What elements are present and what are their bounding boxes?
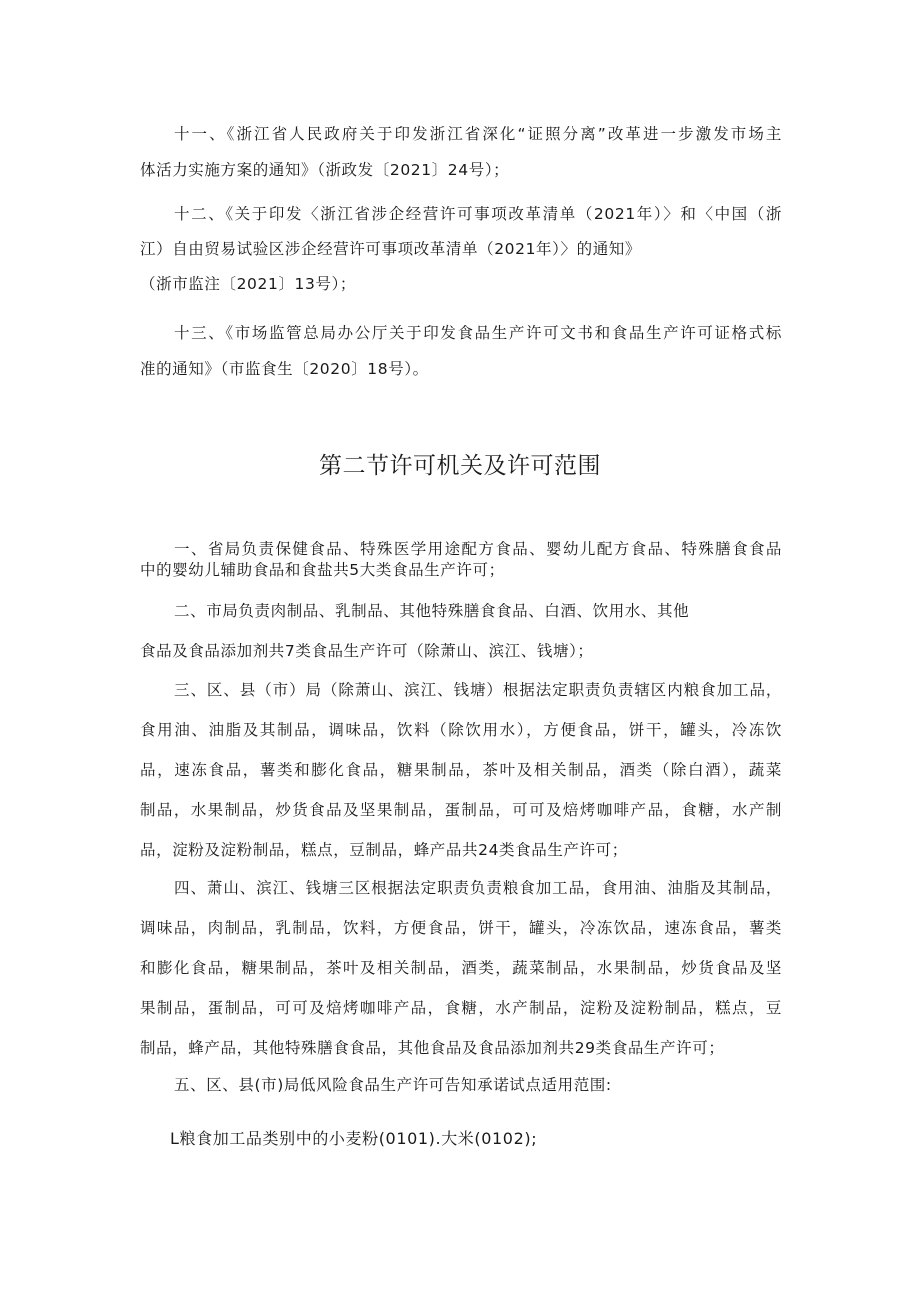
scope-line: 一、省局负责保健食品、特殊医学用途配方食品、婴幼儿配方食品、特殊膳食食品	[174, 540, 782, 558]
scope-line: L粮食加工品类别中的小麦粉(0101).大米(0102);	[170, 1129, 538, 1148]
scope-item-3	[140, 680, 782, 860]
reference-line: 十二、《关于印发〈浙江省涉企经营许可事项改革清单（2021年）〉和〈中国（浙	[174, 205, 782, 223]
scope-item-4	[140, 878, 782, 1058]
scope-line: 食品及食品添加剂共7类食品生产许可（除萧山、滨江、钱塘）；	[140, 642, 594, 660]
scope-item-1	[140, 539, 782, 580]
reference-item-12	[140, 204, 782, 294]
reference-line: 十一、《浙江省人民政府关于印发浙江省深化“证照分离”改革进一步激发市场主	[174, 125, 782, 143]
reference-line: 体活力实施方案的通知》（浙政发〔2021〕24号）；	[140, 161, 510, 179]
reference-item-11	[140, 124, 782, 180]
scope-line: 调味品，肉制品，乳制品，饮料，方便食品，饼干，罐头，冷冻饮品，速冻食品，薯类	[140, 919, 782, 937]
reference-line: 江）自由贸易试验区涉企经营许可事项改革清单（2021年）〉的通知》	[140, 240, 641, 258]
scope-item-5	[140, 1075, 782, 1095]
scope-line: 品，淀粉及淀粉制品，糕点，豆制品，蜂产品共24类食品生产许可；	[140, 841, 628, 859]
scope-line: 二、市局负责肉制品、乳制品、其他特殊膳食食品、白酒、饮用水、其他	[174, 602, 690, 620]
section-heading: 第二节许可机关及许可范围	[319, 453, 601, 479]
scope-line: 品，速冻食品，薯类和膨化食品，糖果制品，茶叶及相关制品，酒类（除白酒），蔬菜	[140, 761, 782, 779]
scope-item-6	[140, 1129, 782, 1149]
scope-line: 三、区、县（市）局（除萧山、滨江、钱塘）根据法定职责负责辖区内粮食加工品，	[174, 681, 782, 699]
reference-line: 准的通知》（市监食生〔2020〕18号）。	[140, 360, 429, 378]
scope-line: 制品，水果制品，炒货食品及坚果制品，蛋制品，可可及焙烤咖啡产品，食糖，水产制	[140, 801, 782, 819]
scope-line: 五、区、县(市)局低风险食品生产许可告知承诺试点适用范围:	[174, 1076, 612, 1094]
reference-item-13	[140, 323, 782, 379]
scope-item-2	[140, 601, 782, 661]
scope-line: 中的婴幼儿辅助食品和食盐共5大类食品生产许可；	[140, 561, 505, 579]
scope-line: 食用油、油脂及其制品，调味品，饮料（除饮用水），方便食品，饼干，罐头，冷冻饮	[140, 721, 782, 739]
reference-line: （浙市监注〔2021〕13号）；	[140, 275, 357, 293]
reference-line: 十三、《市场监管总局办公厅关于印发食品生产许可文书和食品生产许可证格式标	[174, 324, 782, 342]
scope-line: 和膨化食品，糖果制品，茶叶及相关制品，酒类，蔬菜制品，水果制品，炒货食品及坚	[140, 959, 782, 977]
scope-line: 四、萧山、滨江、钱塘三区根据法定职责负责粮食加工品，食用油、油脂及其制品，	[174, 879, 782, 897]
scope-line: 果制品，蛋制品，可可及焙烤咖啡产品，食糖，水产制品，淀粉及淀粉制品，糕点，豆	[140, 999, 782, 1017]
scope-line: 制品，蜂产品，其他特殊膳食食品，其他食品及食品添加剂共29类食品生产许可；	[140, 1039, 725, 1057]
